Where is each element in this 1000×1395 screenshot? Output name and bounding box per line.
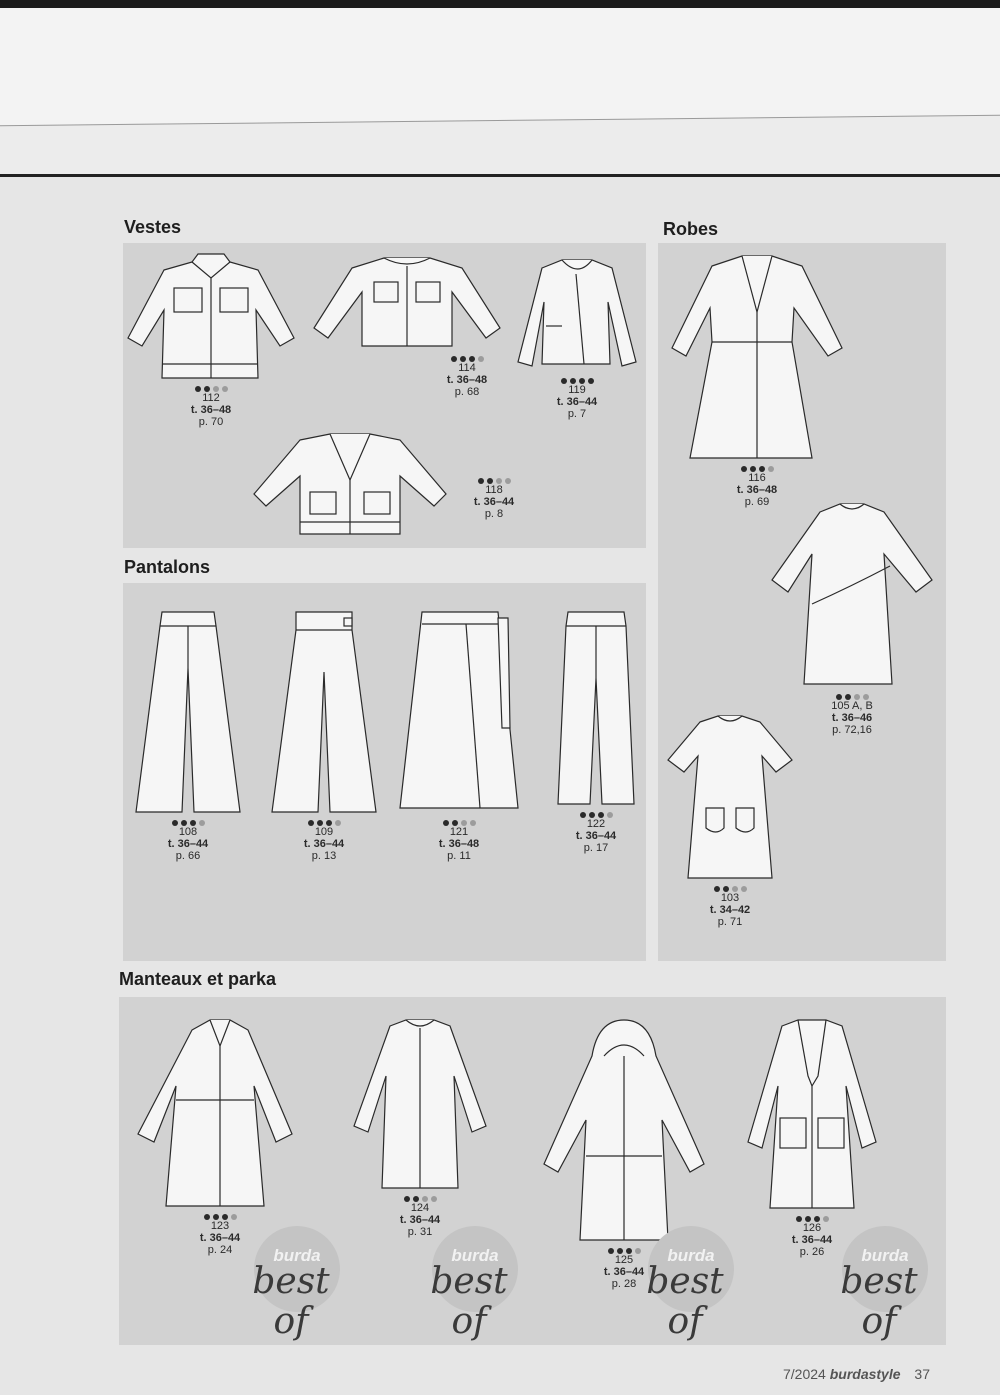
pattern-112[interactable] <box>125 250 297 428</box>
pattern-number: 125 <box>614 1254 634 1266</box>
page-number: 37 <box>914 1366 930 1382</box>
section-title-robes: Robes <box>663 219 719 239</box>
difficulty-dot <box>199 820 205 826</box>
jacket-114-illustration <box>312 252 502 352</box>
badge-brand: burda <box>273 1246 321 1265</box>
difficulty-dot <box>561 378 567 384</box>
difficulty-dot <box>608 1248 614 1254</box>
pattern-number: 118 <box>485 484 503 496</box>
pattern-sizes: t. 36–44 <box>556 396 598 408</box>
badge-script: best of <box>430 1261 508 1342</box>
difficulty-dot <box>204 1214 210 1220</box>
pants-109-illustration <box>268 608 380 816</box>
difficulty-dot <box>478 356 484 362</box>
pattern-number: 126 <box>802 1222 822 1234</box>
difficulty-dot <box>308 820 314 826</box>
pattern-page: p. 8 <box>484 508 504 520</box>
dress-103-illustration <box>664 712 796 882</box>
scanner-edge <box>0 0 1000 8</box>
difficulty-dot <box>796 1216 802 1222</box>
difficulty-dot <box>478 478 484 484</box>
pattern-page: p. 17 <box>583 842 609 854</box>
pattern-108[interactable] <box>132 608 244 862</box>
pattern-page: p. 72,16 <box>832 724 872 736</box>
pattern-number: 108 <box>178 826 198 838</box>
difficulty-dot <box>231 1214 237 1220</box>
pattern-page: p. 66 <box>175 850 201 862</box>
pattern-number: 123 <box>210 1220 230 1232</box>
skirt-121-illustration <box>396 608 522 816</box>
pattern-page: p. 11 <box>447 850 471 862</box>
best-of-badge <box>414 1226 524 1342</box>
pattern-number: 121 <box>449 826 469 838</box>
difficulty-dot <box>588 378 594 384</box>
section-title-vestes: Vestes <box>124 217 182 237</box>
pattern-page: p. 13 <box>311 850 337 862</box>
pattern-number: 124 <box>410 1202 430 1214</box>
dress-105-illustration <box>768 500 936 690</box>
pattern-sizes: t. 36–44 <box>303 838 345 850</box>
jacket-119-illustration <box>512 254 642 374</box>
pattern-sizes: t. 34–42 <box>709 904 751 916</box>
pattern-105[interactable] <box>768 500 936 736</box>
difficulty-dot <box>741 886 747 892</box>
pattern-sizes: t. 36–48 <box>438 838 480 850</box>
badge-brand: burda <box>451 1246 499 1265</box>
pattern-number: 116 <box>748 472 766 484</box>
pattern-sizes: t. 36–44 <box>167 838 209 850</box>
best-of-badge <box>824 1226 934 1342</box>
section-title-manteaux: Manteaux et parka <box>119 969 277 989</box>
difficulty-dot <box>470 820 476 826</box>
difficulty-dot <box>172 820 178 826</box>
difficulty-dot <box>505 478 511 484</box>
pattern-page: p. 24 <box>207 1244 233 1256</box>
pattern-sizes: t. 36–48 <box>190 404 232 416</box>
pattern-page: p. 7 <box>567 408 587 420</box>
pattern-109[interactable] <box>268 608 380 862</box>
pattern-119[interactable] <box>512 254 642 420</box>
pattern-sizes: t. 36–44 <box>399 1214 441 1226</box>
pattern-page: p. 71 <box>717 916 743 928</box>
pattern-page: p. 28 <box>611 1278 637 1290</box>
pattern-page: p. 69 <box>744 496 770 508</box>
section-title-pantalons: Pantalons <box>124 557 211 577</box>
pattern-number: 109 <box>314 826 334 838</box>
pattern-sizes: t. 36–48 <box>446 374 488 386</box>
dress-116-illustration <box>668 252 846 462</box>
badge-brand: burda <box>667 1246 715 1265</box>
pattern-number: 122 <box>586 818 606 830</box>
best-of-badge <box>630 1226 740 1342</box>
badge-script: best of <box>646 1261 724 1342</box>
difficulty-dot <box>451 356 457 362</box>
badge-script: best of <box>252 1261 330 1342</box>
magazine-name: burdastyle <box>829 1366 901 1382</box>
difficulty-dot <box>823 1216 829 1222</box>
difficulty-dot <box>431 1196 437 1202</box>
difficulty-dot <box>222 386 228 392</box>
pattern-sizes: t. 36–44 <box>575 830 617 842</box>
difficulty-dot <box>607 812 613 818</box>
pattern-number: 119 <box>568 384 586 396</box>
pattern-121[interactable] <box>396 608 522 862</box>
difficulty-dot <box>404 1196 410 1202</box>
pattern-114[interactable] <box>312 252 502 398</box>
difficulty-dot <box>195 386 201 392</box>
pattern-page: p. 70 <box>198 416 224 428</box>
pattern-number: 114 <box>458 362 476 374</box>
pattern-126[interactable] <box>744 1016 880 1258</box>
pattern-page: p. 26 <box>799 1246 825 1258</box>
pattern-sizes: t. 36–46 <box>831 712 873 724</box>
difficulty-dot <box>580 812 586 818</box>
pattern-number: 112 <box>202 392 220 404</box>
badge-script: best of <box>840 1261 918 1342</box>
pattern-103[interactable] <box>664 712 796 928</box>
parka-125-illustration <box>538 1016 710 1244</box>
coat-123-illustration <box>130 1016 310 1210</box>
pattern-122[interactable] <box>548 608 644 854</box>
difficulty-dot <box>714 886 720 892</box>
pattern-page: p. 68 <box>454 386 480 398</box>
difficulty-dot <box>768 466 774 472</box>
pattern-number: 103 <box>720 892 740 904</box>
pants-108-illustration <box>132 608 244 816</box>
pattern-sizes: t. 36–44 <box>791 1234 833 1246</box>
pattern-118[interactable] <box>250 430 515 540</box>
pattern-number: 105 A, B <box>831 700 873 712</box>
pattern-sizes: t. 36–44 <box>603 1266 645 1278</box>
pattern-sizes: t. 36–44 <box>473 496 515 508</box>
pattern-123[interactable] <box>130 1016 310 1256</box>
pattern-page: p. 31 <box>407 1226 433 1238</box>
best-of-badge <box>236 1226 346 1342</box>
jacket-112-illustration <box>126 250 296 382</box>
pattern-124[interactable] <box>350 1016 490 1238</box>
pants-122-illustration <box>548 608 644 808</box>
jacket-118-illustration <box>250 430 450 540</box>
pattern-sizes: t. 36–48 <box>736 484 778 496</box>
badge-brand: burda <box>861 1246 909 1265</box>
difficulty-dot <box>443 820 449 826</box>
difficulty-dot <box>741 466 747 472</box>
page-footer <box>783 1366 930 1382</box>
pattern-116[interactable] <box>668 252 846 508</box>
issue-number: 7/2024 <box>783 1366 826 1382</box>
coat-126-illustration <box>744 1016 880 1212</box>
pattern-sizes: t. 36–44 <box>199 1232 241 1244</box>
coat-124-illustration <box>350 1016 490 1192</box>
difficulty-dot <box>335 820 341 826</box>
